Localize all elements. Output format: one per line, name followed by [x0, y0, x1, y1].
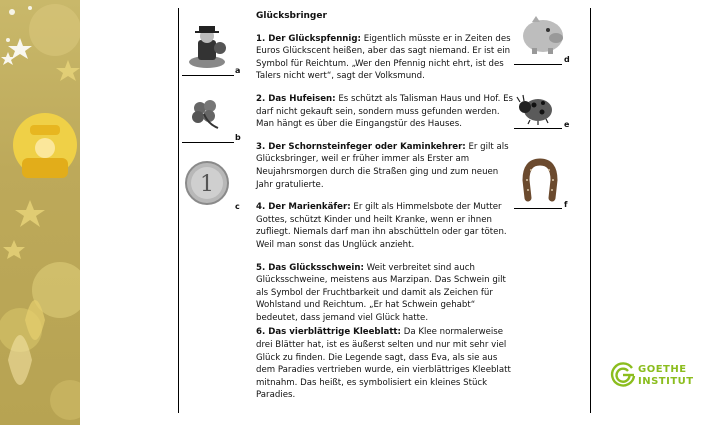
logo-line-2: INSTITUT — [638, 376, 694, 387]
image-letter-d: d — [564, 55, 570, 64]
coin-icon — [184, 160, 230, 206]
entry-5 — [256, 262, 514, 325]
answer-line-d — [514, 64, 562, 65]
entry-6 — [256, 326, 514, 402]
answer-line-a — [182, 75, 234, 76]
ladybug-icon — [516, 92, 556, 126]
entry-4 — [256, 201, 514, 251]
text-column — [256, 10, 514, 412]
image-letter-f: f — [564, 200, 568, 209]
image-letter-e: e — [564, 120, 570, 129]
entry-heading: 1. Der Glückspfennig: — [256, 33, 361, 44]
image-letter-b: b — [235, 133, 241, 142]
entry-heading: 4. Der Marienkäfer: — [256, 202, 351, 213]
entry-text: Er gilt als Himmelsbote der Mutter Gottes, schützt Kinder und heilt Kranke, wenn er ihnen zufliegt. Niemals darf man ihn abschütteln oder gar töten. Weil man sonst das Unglück anzieht. — [256, 202, 507, 250]
entry-2 — [256, 93, 514, 131]
decorative-sidebar — [0, 0, 80, 425]
chimney-sweep-icon — [182, 22, 232, 72]
coin-digit: 1 — [200, 172, 214, 197]
right-border — [590, 8, 591, 413]
worksheet — [178, 0, 592, 425]
entry-heading: 5. Das Glücksschwein: — [256, 262, 364, 273]
pig-icon — [518, 14, 568, 58]
clover-icon — [186, 98, 226, 132]
entry-text: Es schützt als Talisman Haus und Hof. Es darf nicht gekauft sein, sondern muss gefunden werden. Man hängt es über die Eingangstür des Hauses. — [256, 93, 514, 130]
answer-line-e — [514, 128, 562, 129]
entry-heading: 6. Das vierblättrige Kleeblatt: — [256, 327, 401, 338]
logo-text — [638, 364, 694, 388]
entry-text: Weit verbreitet sind auch Glücksschweine, meistens aus Marzipan. Das Schwein gilt als Symbol der Fruchtbarkeit und damit als Zeichen für Wohlstand und Reichtum. „Er hat Schwein gehabt“ bedeutet, dass jemand viel Glück hatte. — [256, 262, 506, 323]
entry-text: Da Klee normalerweise drei Blätter hat, ist es äußerst selten und nur mit sehr viel Glück zu finden. Die Legende sagt, dass Eva, als sie aus dem Paradies vertrieben wurde, ein vierblättriges Kleeblatt mitnahm. Das heißt, es symbolisiert ein kleines Stück Paradies. — [256, 327, 511, 401]
entry-1 — [256, 33, 514, 83]
entry-heading: 2. Das Hufeisen: — [256, 93, 336, 104]
worksheet-title: Glücksbringer — [256, 11, 327, 21]
logo-line-1: GOETHE — [638, 364, 687, 375]
left-border — [178, 8, 179, 413]
image-letter-c: c — [235, 202, 240, 211]
answer-line-f — [514, 208, 562, 209]
entry-heading: 3. Der Schornsteinfeger oder Kaminkehrer: — [256, 141, 466, 152]
image-letter-a: a — [235, 66, 241, 75]
answer-line-b — [182, 142, 234, 143]
entry-3 — [256, 141, 514, 191]
goethe-institut-logo — [610, 358, 710, 408]
horseshoe-icon — [520, 158, 560, 202]
goethe-logo-icon — [610, 362, 636, 388]
entry-text: Eigentlich müsste er in Zeiten des Euros Glückscent heißen, aber das sagt niemand. Er ist ein Symbol für Reichtum. „Wer den Pfennig nicht ehrt, ist des Talers nicht wert“, sagt der Volksmund. — [256, 33, 511, 82]
entry-text: Er gilt als Glücksbringer, weil er früher immer als Erster am Neujahrsmorgen durch die Straßen ging und zum neuen Jahr gratulierte. — [256, 141, 509, 190]
